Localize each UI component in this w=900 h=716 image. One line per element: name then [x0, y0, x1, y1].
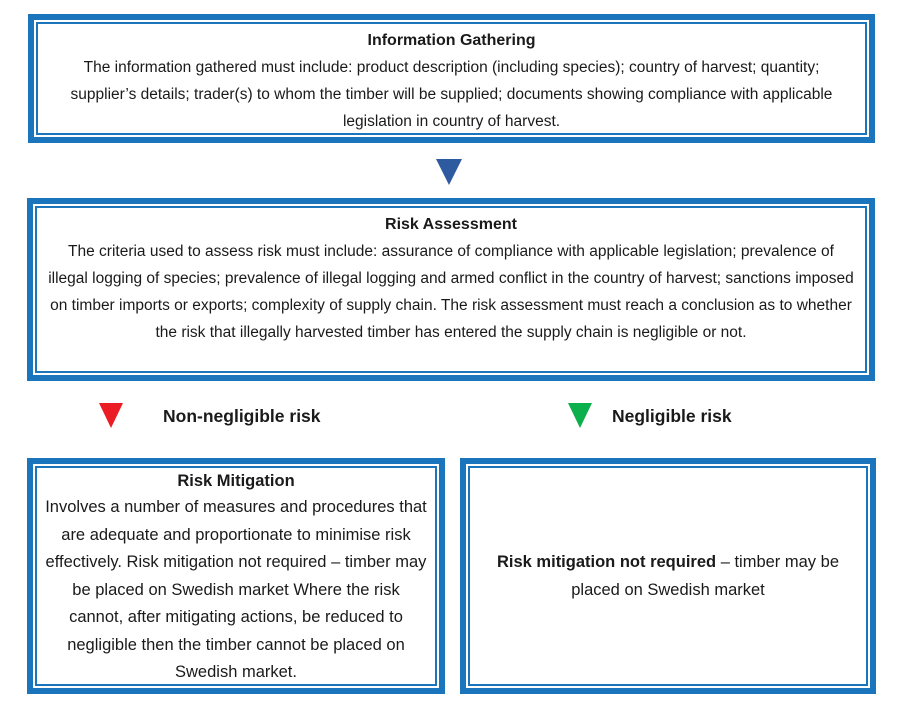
risk-mitigation-title: Risk Mitigation: [177, 472, 295, 490]
non-negligible-risk-label: Non-negligible risk: [163, 406, 321, 426]
risk-assessment-title: Risk Assessment: [385, 216, 517, 233]
information-gathering-box-inner: [36, 22, 867, 135]
information-gathering-title: Information Gathering: [367, 32, 536, 49]
information-gathering-body: The information gathered must include: product description (including species); country of harvest; quantity; supplier’s details; trader(s) to whom the timber will be supplied; documents showing compliance with applicable legislation in country of harvest.: [70, 59, 833, 130]
risk-assessment-box: [27, 198, 875, 381]
mitigation-not-required-bold-text: Risk mitigation not required: [497, 553, 717, 571]
flow-down-arrow-icon: [436, 159, 462, 185]
negligible-risk-label: Negligible risk: [612, 406, 732, 426]
mitigation-not-required-box-inner: [468, 466, 868, 686]
risk-assessment-box-inner: [35, 206, 867, 373]
risk-mitigation-box-inner: [35, 466, 437, 686]
mitigation-not-required-body: [490, 548, 846, 604]
negligible-risk-arrow-icon: [568, 403, 592, 428]
risk-mitigation-box: [27, 458, 445, 694]
risk-assessment-body: The criteria used to assess risk must include: assurance of compliance with applicable legislation; prevalence of illegal logging of species; prevalence of illegal logging and armed conflict in the country of harvest; sanctions imposed on timber imports or exports; complexity of supply chain. The risk assessment must reach a conclusion as to whether the risk that illegally harvested timber has entered the supply chain is negligible or not.: [48, 243, 854, 341]
mitigation-not-required-box: [460, 458, 876, 694]
mitigation-not-required-regular-text: – timber may be placed on Swedish market: [571, 553, 839, 599]
non-negligible-risk-arrow-icon: [99, 403, 123, 428]
risk-mitigation-body: Involves a number of measures and procedures that are adequate and proportionate to minimise risk effectively. Risk mitigation not required – timber may be placed on Swedish market Where the risk cannot, after mitigating actions, be reduced to negligible then the timber cannot be placed on Swedish market.: [45, 498, 427, 681]
information-gathering-box: [28, 14, 875, 143]
